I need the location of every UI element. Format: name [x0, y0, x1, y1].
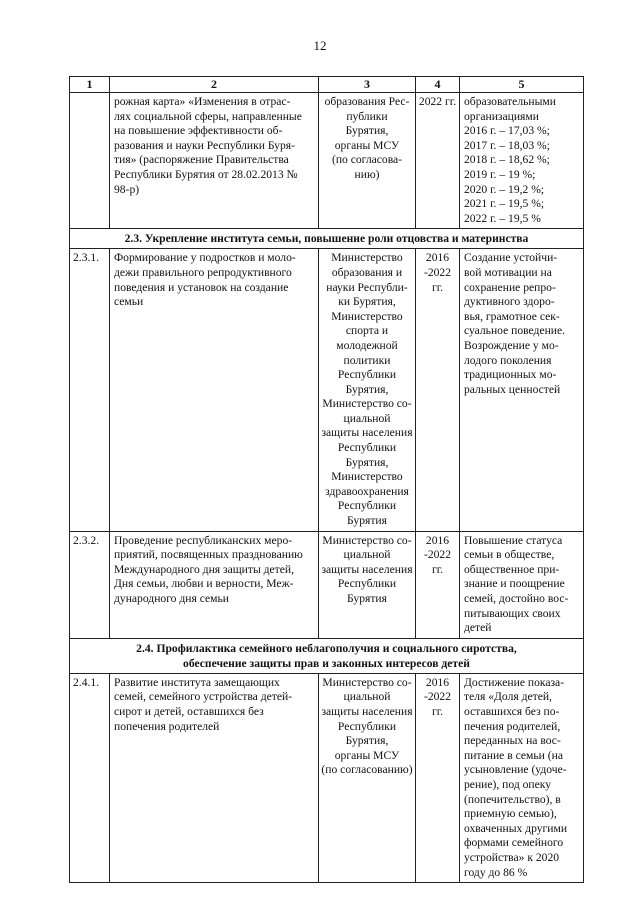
text-line: семей, семейного устройства детей- — [114, 690, 293, 704]
term-cell — [416, 531, 460, 638]
term-cell — [416, 93, 460, 229]
text-line: циальной — [343, 548, 391, 562]
text-line: Бурятия — [347, 514, 387, 528]
text-line: печения родителей, — [464, 719, 561, 733]
text-line: нию) — [354, 167, 380, 181]
text-line: Республики — [337, 577, 397, 591]
row-number: 2.3.1. — [70, 249, 110, 531]
text-line: теля «Доля детей, — [464, 690, 552, 704]
row-number-cell — [70, 93, 110, 229]
section-title — [70, 638, 584, 673]
text-line: 98-р) — [114, 182, 140, 196]
text-line: защиты населения — [321, 426, 413, 440]
text-line: рение), под опеку — [464, 777, 552, 791]
text-line: году до 86 % — [464, 865, 528, 879]
result-cell — [460, 673, 584, 882]
result-cell — [460, 93, 584, 229]
text-line: семьи в обществе, — [464, 548, 555, 562]
text-line: Республики — [337, 441, 397, 455]
text-line: защиты населения — [321, 704, 413, 718]
header-col-1: 1 — [70, 77, 110, 93]
page-number: 12 — [313, 38, 327, 53]
header-col-4: 4 — [416, 77, 460, 93]
text-line: Дня семьи, любви и верности, Меж- — [114, 577, 294, 591]
term-cell — [416, 673, 460, 882]
text-line: обеспечение защиты прав и законных интересов детей — [183, 656, 470, 670]
text-line: -2022 гг. — [423, 690, 452, 718]
text-line: 2022 г. – 19,5 % — [464, 211, 541, 225]
text-line: традиционных мо- — [464, 368, 557, 382]
text-line: 2019 г. – 19 %; — [464, 167, 536, 181]
text-line: Развитие института замещающих — [114, 675, 280, 689]
text-line: оставшихся без по- — [464, 704, 560, 718]
table-row-2-4-1 — [70, 673, 584, 882]
text-line: суальное поведение. — [464, 324, 566, 338]
header-col-2: 2 — [110, 77, 319, 93]
text-line: семьи — [114, 295, 144, 309]
text-line: устройства» к 2020 — [464, 850, 560, 864]
text-line: ки Бурятия, — [338, 295, 396, 309]
text-line: 2017 г. – 18,03 %; — [464, 138, 550, 152]
text-line: образования и — [331, 265, 403, 279]
header-col-3: 3 — [319, 77, 416, 93]
text-line: детей — [464, 621, 492, 635]
text-line: 2021 г. – 19,5 %; — [464, 197, 545, 211]
result-cell — [460, 249, 584, 531]
text-line: Республики Бурятия от 28.02.2013 № — [114, 167, 298, 181]
text-line: общественное при- — [464, 562, 560, 576]
executor-cell — [319, 673, 416, 882]
text-line: приемную семью), — [464, 807, 557, 821]
text-line: политики — [343, 353, 391, 367]
text-line: формами семейного — [464, 836, 564, 850]
text-line: Формирование у подростков и моло- — [114, 251, 296, 265]
text-line: питание в семьи (на — [464, 748, 563, 762]
text-line: Министерство со- — [322, 533, 412, 547]
text-line: вой мотивации на — [464, 265, 552, 279]
text-line: лодого поколения — [464, 353, 552, 367]
activity-cell — [110, 673, 319, 882]
text-line: 2016 — [425, 533, 450, 547]
text-line: -2022 гг. — [423, 548, 452, 576]
text-line: Министерство — [331, 309, 403, 323]
text-line: 2.4. Профилактика семейного неблагополучия и социального сиротства, — [136, 641, 517, 655]
section-title: 2.3. Укрепление института семьи, повышение роли отцовства и материнства — [70, 229, 584, 249]
text-line: 2016 г. – 17,03 %; — [464, 124, 550, 138]
text-line: Министерство — [331, 470, 403, 484]
text-line: Бурятия, — [345, 382, 389, 396]
text-line: науки Республи- — [326, 280, 408, 294]
text-line: лях социальной сферы, направленные — [114, 109, 302, 123]
text-line: рожная карта» «Изменения в отрас- — [114, 95, 291, 108]
text-line: знание и поощрение — [464, 577, 565, 591]
text-line: 2016 — [425, 251, 450, 265]
text-line: вья, грамотное сек- — [464, 309, 560, 323]
action-plan-table — [69, 76, 584, 883]
text-line: усыновление (удоче- — [464, 763, 567, 777]
text-line: питывающих своих — [464, 606, 561, 620]
text-line: Республики — [337, 719, 397, 733]
text-line: Повышение статуса — [464, 533, 563, 547]
text-line: здравоохранения — [325, 484, 409, 498]
text-line: спорта и — [345, 324, 389, 338]
text-line: Возрождение у мо- — [464, 338, 559, 352]
executor-cell — [319, 93, 416, 229]
term-cell — [416, 249, 460, 531]
row-number: 2.4.1. — [70, 673, 110, 882]
text-line: Министерство — [331, 251, 403, 265]
table-row-2-3-2 — [70, 531, 584, 638]
text-line: циальной — [343, 690, 391, 704]
text-line: Республики — [337, 368, 397, 382]
table-row-2-3-1 — [70, 249, 584, 531]
text-line: ральных ценностей — [464, 382, 561, 396]
text-line: поведения и установок на создание — [114, 280, 289, 294]
text-line: переданных на вос- — [464, 734, 561, 748]
text-line: -2022 гг. — [423, 265, 452, 294]
text-line: Бурятия, — [345, 124, 389, 138]
row-number: 2.3.2. — [70, 531, 110, 638]
text-line: дународного дня семьи — [114, 592, 229, 605]
text-line: Министерство со- — [322, 397, 412, 411]
executor-cell — [319, 249, 416, 531]
text-line: попечения родителей — [114, 719, 220, 733]
text-line: 2020 г. – 19,2 %; — [464, 182, 545, 196]
section-row-2-3 — [70, 229, 584, 249]
text-line: Проведение республиканских меро- — [114, 533, 293, 547]
text-line: 2016 — [425, 675, 450, 689]
result-cell — [460, 531, 584, 638]
text-line: охваченных другими — [464, 821, 568, 835]
text-line: органы МСУ — [334, 748, 400, 762]
activity-cell — [110, 93, 319, 229]
text-line: органы МСУ — [334, 138, 400, 152]
text-line: Создание устойчи- — [464, 251, 558, 265]
section-row-2-4 — [70, 638, 584, 673]
text-line: публики — [346, 109, 388, 123]
text-line: защиты населения — [321, 562, 413, 576]
text-line: (по согласованию) — [321, 763, 413, 777]
text-line: образовательными — [464, 95, 556, 108]
text-line: (по согласова- — [331, 153, 403, 167]
table-row-continued — [70, 93, 584, 229]
text-line: молодежной — [336, 338, 398, 352]
text-line: сирот и детей, оставшихся без — [114, 704, 264, 718]
text-line: Министерство со- — [322, 675, 412, 689]
text-line: циальной — [343, 411, 391, 425]
text-line: на повышение эффективности об- — [114, 124, 283, 138]
activity-cell — [110, 249, 319, 531]
text-line: приятий, посвященных празднованию — [114, 548, 303, 562]
header-row — [70, 77, 584, 93]
text-line: Достижение показа- — [464, 675, 565, 689]
text-line: Международного дня защиты детей, — [114, 562, 294, 576]
text-line: дежи правильного репродуктивного — [114, 265, 292, 279]
text-line: Бурятия — [347, 592, 387, 605]
text-line: Бурятия, — [345, 734, 389, 748]
text-line: Республики — [337, 499, 397, 513]
text-line: сохранение репро- — [464, 280, 556, 294]
text-line: 2022 гг. — [418, 95, 457, 108]
text-line: 2018 г. – 18,62 %; — [464, 153, 550, 167]
header-col-5: 5 — [460, 77, 584, 93]
text-line: Бурятия, — [345, 455, 389, 469]
text-line: тия» (распоряжение Правительства — [114, 153, 289, 167]
text-line: дуктивного здоро- — [464, 295, 555, 309]
executor-cell — [319, 531, 416, 638]
text-line: образования Рес- — [324, 95, 410, 108]
text-line: организациями — [464, 109, 539, 123]
text-line: (попечительство), в — [464, 792, 561, 806]
text-line: семей, достойно вос- — [464, 592, 569, 605]
text-line: разования и науки Республики Буря- — [114, 138, 295, 152]
activity-cell — [110, 531, 319, 638]
